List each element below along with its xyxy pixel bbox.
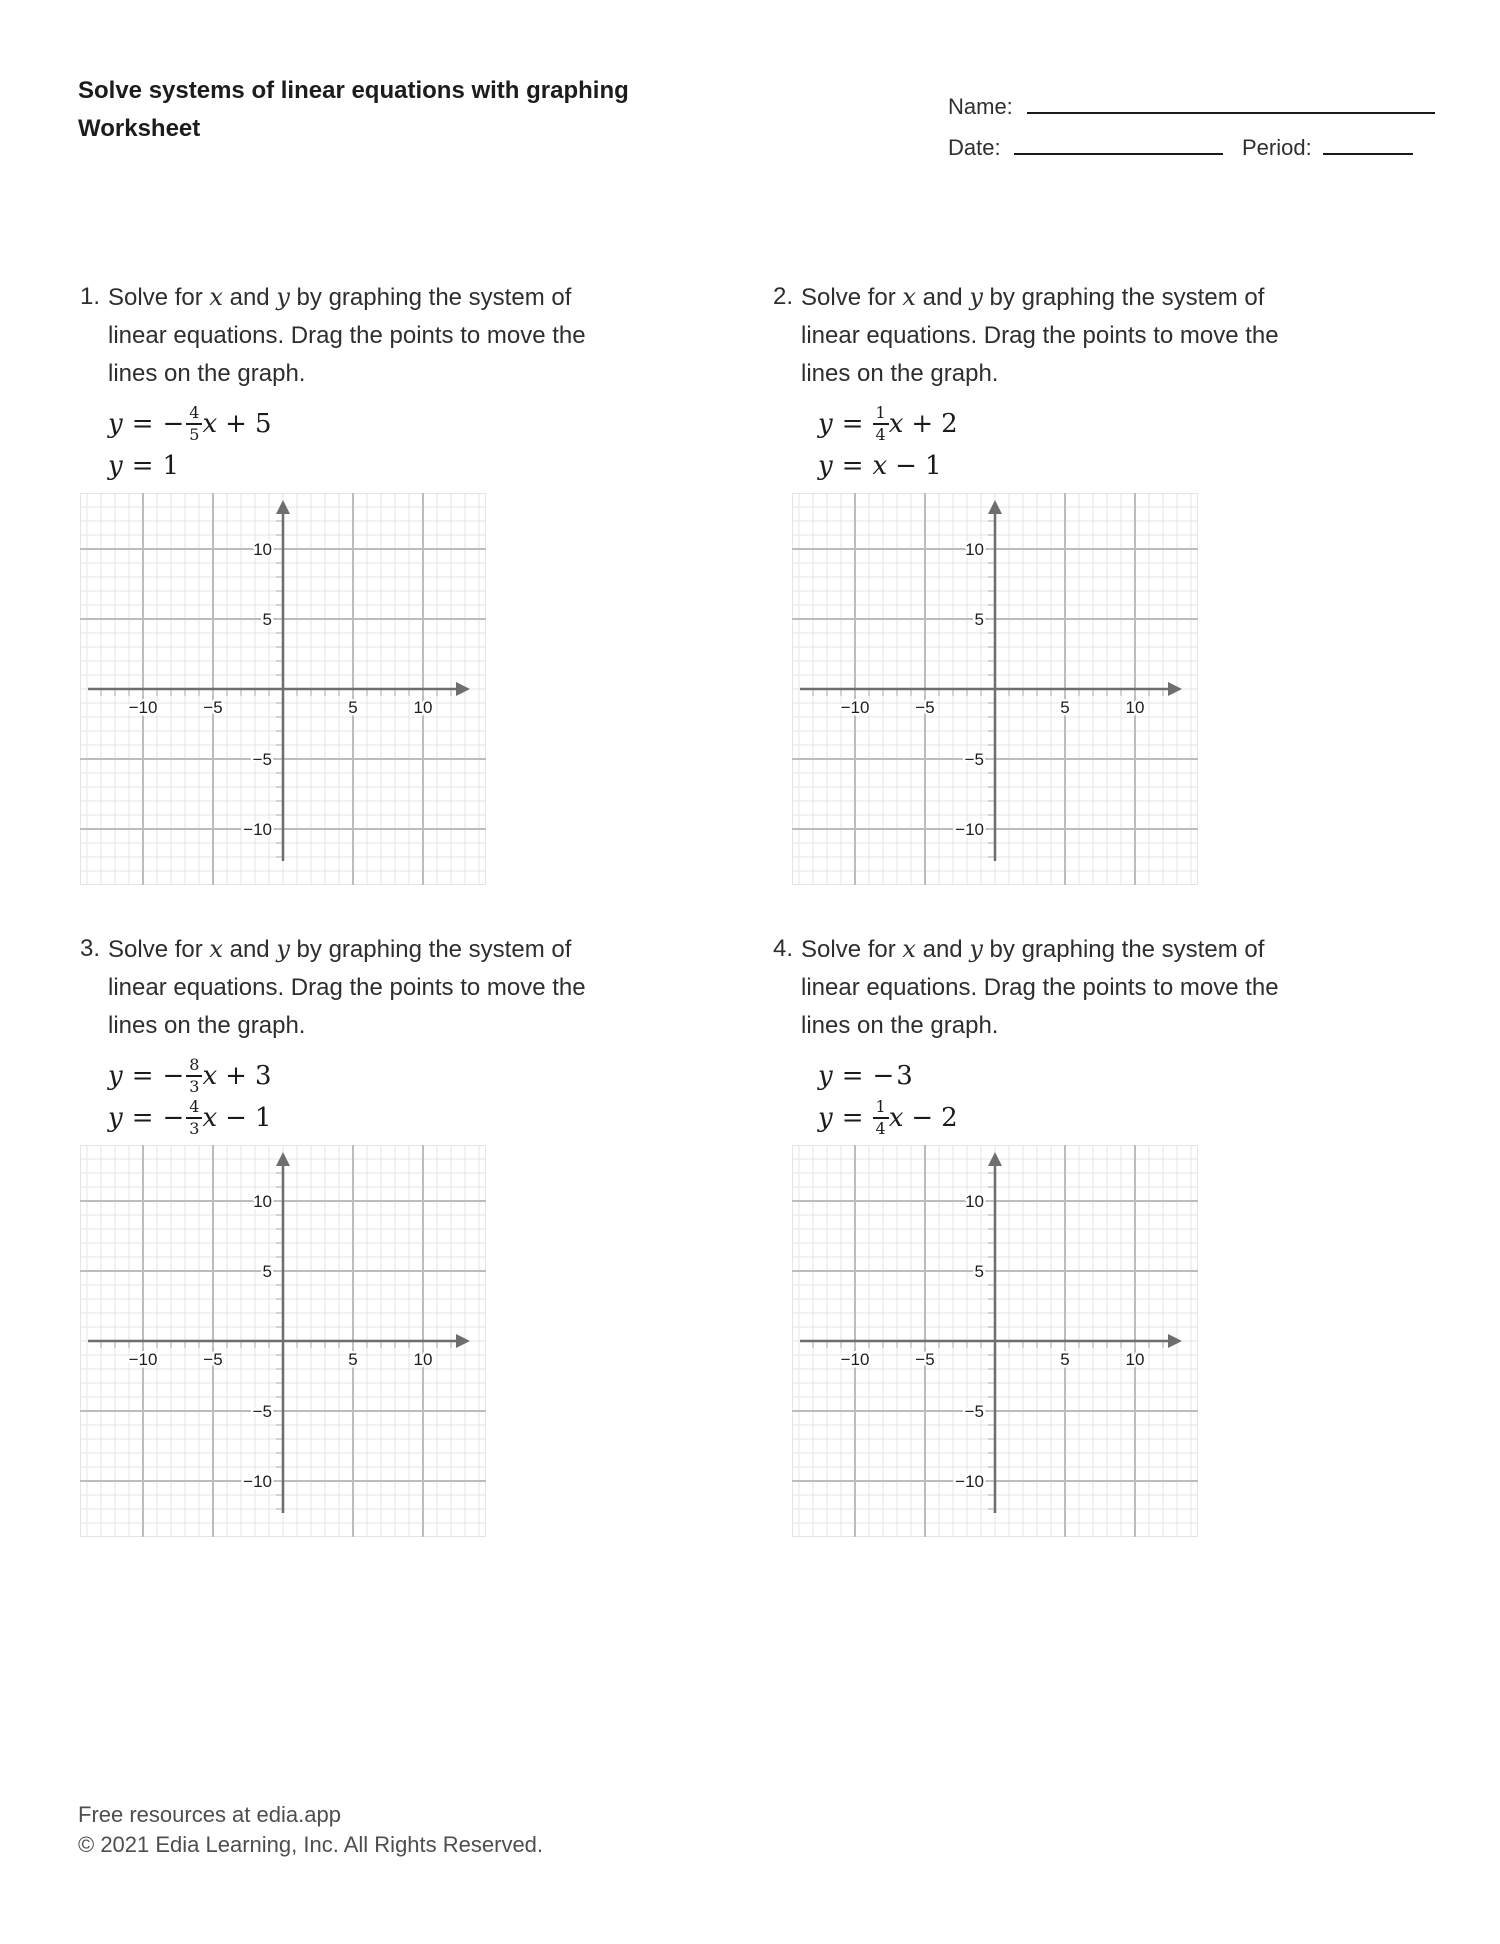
equation-system	[108, 403, 770, 487]
prompt-line-3: lines on the graph.	[108, 360, 306, 387]
problem-prompt	[773, 278, 1463, 393]
svg-text:5: 5	[262, 1262, 272, 1281]
prompt-line-3: lines on the graph.	[801, 360, 999, 387]
svg-text:5: 5	[974, 1262, 984, 1281]
prompt-line-3: lines on the graph.	[108, 1012, 306, 1039]
svg-text:−5: −5	[203, 1350, 223, 1369]
problem-2	[773, 278, 1463, 885]
problem-prompt	[773, 930, 1463, 1045]
problem-prompt	[80, 278, 770, 393]
svg-text:−5: −5	[964, 750, 984, 769]
math-var-x: x	[209, 283, 223, 311]
fraction: $\frac{4}{3}$	[186, 1098, 202, 1137]
prompt-lines	[801, 930, 1279, 1045]
problem-number: 1.	[80, 283, 101, 310]
svg-text:5: 5	[348, 1350, 358, 1369]
math-var-y: y	[969, 283, 983, 311]
equation-line: y = − $\frac{4}{3}$ x − 1	[108, 1097, 272, 1138]
svg-text:5: 5	[348, 698, 358, 717]
grid-svg	[80, 493, 486, 885]
svg-text:10: 10	[253, 540, 272, 559]
svg-text:5: 5	[974, 610, 984, 629]
prompt-line-1: Solve for x and y by graphing the system of	[108, 283, 572, 311]
equation-line: y = − $\frac{8}{3}$ x + 3	[108, 1055, 272, 1096]
grid-svg	[792, 493, 1198, 885]
svg-text:10: 10	[413, 698, 433, 717]
equation-line: y = $\frac{1}{4}$ x + 2	[818, 403, 958, 444]
prompt-line-3: lines on the graph.	[801, 1012, 999, 1039]
prompt-line-2: linear equations. Drag the points to move the	[801, 974, 1279, 1001]
coordinate-grid[interactable]	[80, 1145, 486, 1537]
period-label: Period:	[1242, 135, 1312, 160]
worksheet-title	[78, 72, 629, 148]
math-var-y: y	[276, 935, 290, 963]
svg-text:−10: −10	[243, 1472, 272, 1491]
svg-text:−10: −10	[840, 698, 870, 717]
problem-prompt	[80, 930, 770, 1045]
footer-copyright: © 2021 Edia Learning, Inc. All Rights Reserved.	[78, 1832, 544, 1857]
svg-text:−10: −10	[955, 820, 984, 839]
prompt-line-2: linear equations. Drag the points to move the	[108, 322, 586, 349]
problem-4	[773, 930, 1463, 1537]
grid-svg	[80, 1145, 486, 1537]
svg-text:10: 10	[965, 540, 984, 559]
svg-text:−10: −10	[243, 820, 272, 839]
prompt-lines	[108, 930, 586, 1045]
svg-text:10: 10	[965, 1192, 984, 1211]
equation-line: y = − 3	[818, 1061, 913, 1091]
math-var-x: x	[902, 935, 916, 963]
svg-text:10: 10	[1125, 698, 1145, 717]
svg-text:−10: −10	[955, 1472, 984, 1491]
svg-text:−10: −10	[128, 698, 158, 717]
prompt-line-1: Solve for x and y by graphing the system of	[801, 935, 1265, 963]
equation-line: y = x − 1	[818, 451, 942, 481]
date-blank-line[interactable]	[1014, 127, 1223, 155]
name-label: Name:	[948, 94, 1013, 119]
footer-resources: Free resources at edia.app	[78, 1802, 341, 1827]
date-label: Date:	[948, 135, 1001, 160]
prompt-line-2: linear equations. Drag the points to move the	[801, 322, 1279, 349]
problem-3	[80, 930, 770, 1537]
svg-text:−5: −5	[964, 1402, 984, 1421]
prompt-lines	[801, 278, 1279, 393]
problem-number: 2.	[773, 283, 794, 310]
grid-svg	[792, 1145, 1198, 1537]
svg-text:−5: −5	[203, 698, 223, 717]
equation-line: y = − $\frac{4}{5}$ x + 5	[108, 403, 272, 444]
problem-1	[80, 278, 770, 885]
name-blank-line[interactable]	[1027, 86, 1435, 114]
svg-text:10: 10	[253, 1192, 272, 1211]
svg-text:−10: −10	[840, 1350, 870, 1369]
fraction: $\frac{8}{3}$	[186, 1056, 202, 1095]
equation-line: y = $\frac{1}{4}$ x − 2	[818, 1097, 958, 1138]
svg-text:−5: −5	[252, 750, 272, 769]
svg-text:−5: −5	[252, 1402, 272, 1421]
fraction: $\frac{4}{5}$	[186, 404, 202, 443]
prompt-line-2: linear equations. Drag the points to move the	[108, 974, 586, 1001]
svg-text:10: 10	[413, 1350, 433, 1369]
prompt-line-1: Solve for x and y by graphing the system of	[108, 935, 572, 963]
svg-text:5: 5	[1060, 1350, 1070, 1369]
math-var-x: x	[209, 935, 223, 963]
coordinate-grid[interactable]	[80, 493, 486, 885]
fraction: $\frac{1}{4}$	[873, 1098, 889, 1137]
coordinate-grid[interactable]	[792, 1145, 1198, 1537]
problem-number: 4.	[773, 935, 794, 962]
equation-system	[818, 1055, 1463, 1139]
title-line-2: Worksheet	[78, 115, 201, 142]
prompt-lines	[108, 278, 586, 393]
problem-number: 3.	[80, 935, 101, 962]
svg-text:−5: −5	[915, 698, 935, 717]
math-var-y: y	[276, 283, 290, 311]
math-var-x: x	[902, 283, 916, 311]
prompt-line-1: Solve for x and y by graphing the system of	[801, 283, 1265, 311]
equation-system	[108, 1055, 770, 1139]
fraction: $\frac{1}{4}$	[873, 404, 889, 443]
coordinate-grid[interactable]	[792, 493, 1198, 885]
math-var-y: y	[969, 935, 983, 963]
svg-text:−10: −10	[128, 1350, 158, 1369]
equation-line: y = 1	[108, 451, 180, 481]
svg-text:−5: −5	[915, 1350, 935, 1369]
equation-system	[818, 403, 1463, 487]
svg-text:5: 5	[262, 610, 272, 629]
title-line-1: Solve systems of linear equations with graphing	[78, 77, 629, 104]
svg-text:5: 5	[1060, 698, 1070, 717]
svg-text:10: 10	[1125, 1350, 1145, 1369]
period-blank-line[interactable]	[1323, 127, 1413, 155]
